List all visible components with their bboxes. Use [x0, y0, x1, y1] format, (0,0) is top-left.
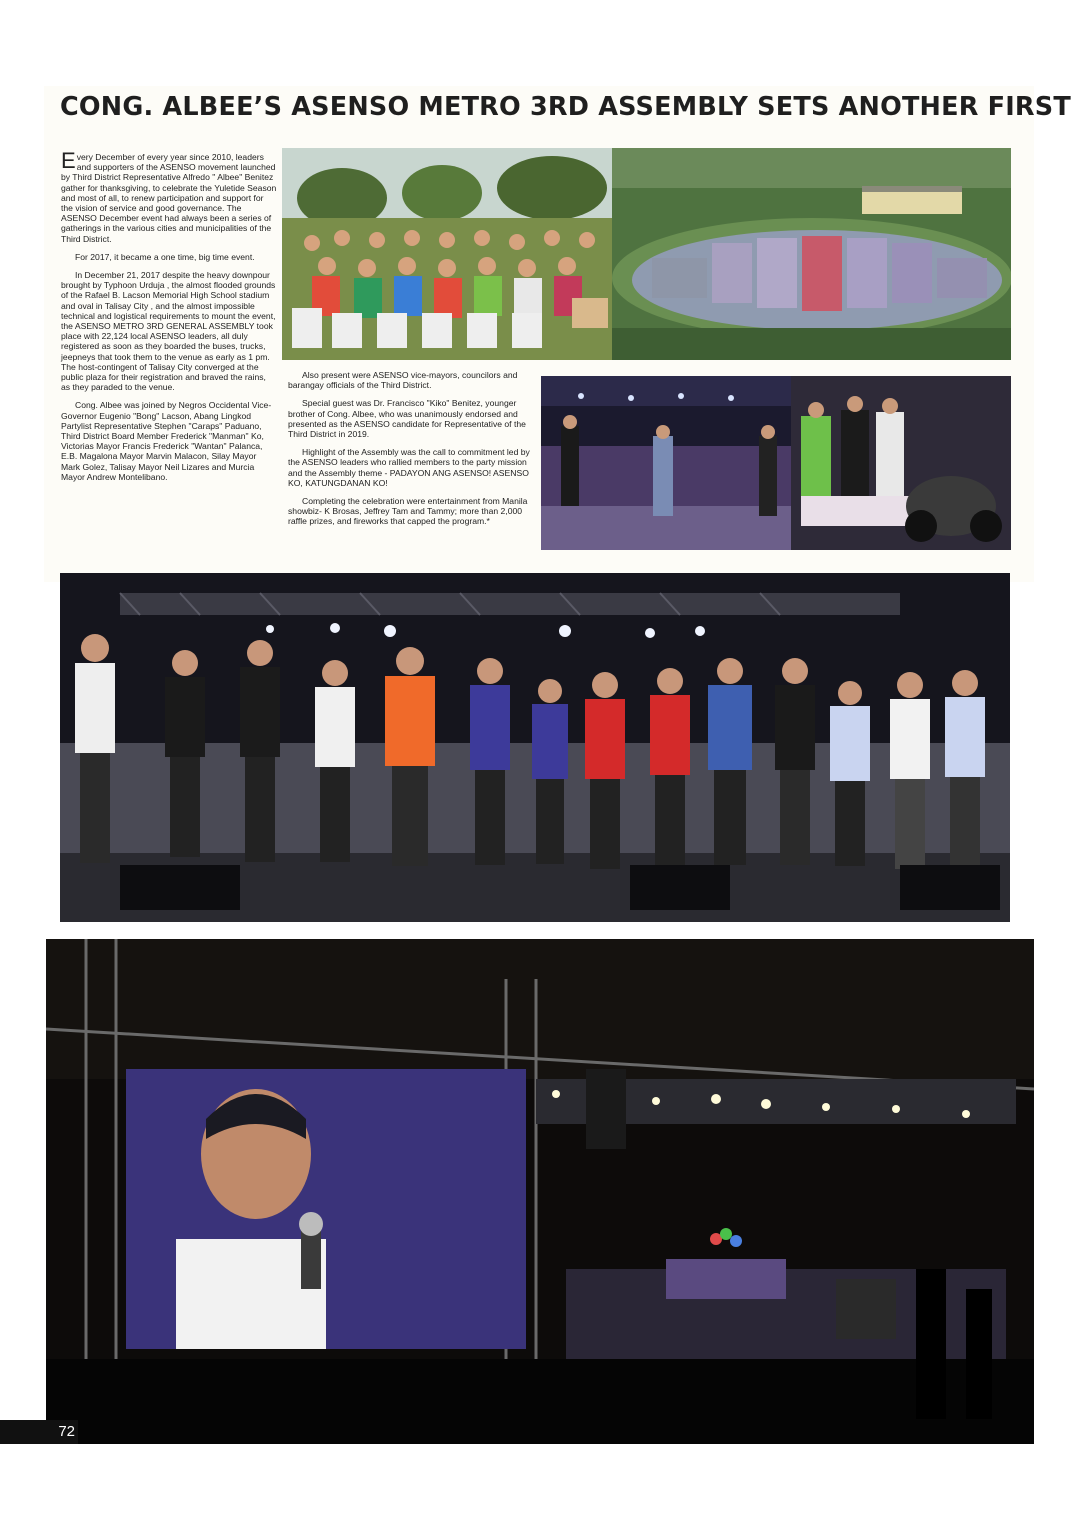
article-column-1 [61, 148, 277, 490]
paragraph-2: For 2017, it became a one time, big time event. [75, 251, 255, 262]
stage-performers-photo [541, 376, 1011, 550]
page-number [0, 1420, 78, 1444]
headline: CONG. ALBEE’S ASENSO METRO 3RD ASSEMBLY SETS ANOTHER FIRST [60, 92, 1071, 122]
paragraph-1-text: very December of every year since 2010, leaders and supporters of the ASENSO movement launched by Third District Representative Alfredo " Albee" Benitez gather for thanksgiving, to celebrate the Yuletide Season and most of all, to renew participation and support for the vision of service and good governance. The ASENSO December event had always been a series of gatherings in the various cities and municipalities of the Third District. [61, 152, 277, 244]
paragraph-7: Highlight of the Assembly was the call to commitment led by the ASENSO leaders who rallied members to the party mission and the Assembly theme - PADAYON ANG ASENSO! ASENSO KO, KATUNGDANAN KO! [288, 447, 530, 488]
article-column-2 [288, 370, 532, 535]
crowd-photo [282, 148, 612, 360]
night-event-screen-photo [46, 939, 1034, 1444]
paragraph-6: Special guest was Dr. Francisco "Kiko" Benitez, younger brother of Cong. Albee, who was unanimously endorsed and presented as the ASENSO candidate for Representative of the Third District in 2019. [288, 398, 526, 440]
paragraph-3: In December 21, 2017 despite the heavy downpour brought by Typhoon Urduja , the almost flooded grounds of the Rafael B. Lacson Memorial High School stadium and oval in Talisay City , and the almost impossible technical and logistical requirements to mount the event, the ASENSO METRO 3RD GENERAL ASSEMBLY took place with 22,124 local ASENSO leaders, all duly registered as soon as they boarded the buses, trucks, jeepneys that took them to the venue as early as 1 pm. The host-contingent of Talisay City converged at the public plaza for their registration and braved the rains, as they paraded to the venue. [61, 270, 276, 393]
paragraph-8: Completing the celebration were entertainment from Manila showbiz- K Brosas, Jeffrey Tam and Tammy; more than 2,000 raffle prizes, and fireworks that capped the program.* [288, 496, 528, 527]
paragraph-4: Cong. Albee was joined by Negros Occidental Vice-Governor Eugenio "Bong" Lacson, Abang Lingkod Partylist Representative Stephen "Caraps" Paduano, Third District Board Member Frederick "Manman" Ko, Victorias Mayor Francis Frederick "Wantan" Palanca, E.B. Magalona Mayor Marvin Malacon, Silay Mayor Mark Golez, Talisay Mayor Neil Lizares and Murcia Mayor Andrew Montelibano. [61, 400, 272, 482]
leaders-on-stage-photo [60, 573, 1010, 922]
page-number-label: 72 [58, 1423, 75, 1440]
aerial-stadium-photo [612, 148, 1011, 360]
dropcap: E [61, 148, 76, 173]
paragraph-5: Also present were ASENSO vice-mayors, councilors and barangay officials of the Third District. [288, 370, 518, 391]
paragraph-1 [61, 148, 277, 244]
